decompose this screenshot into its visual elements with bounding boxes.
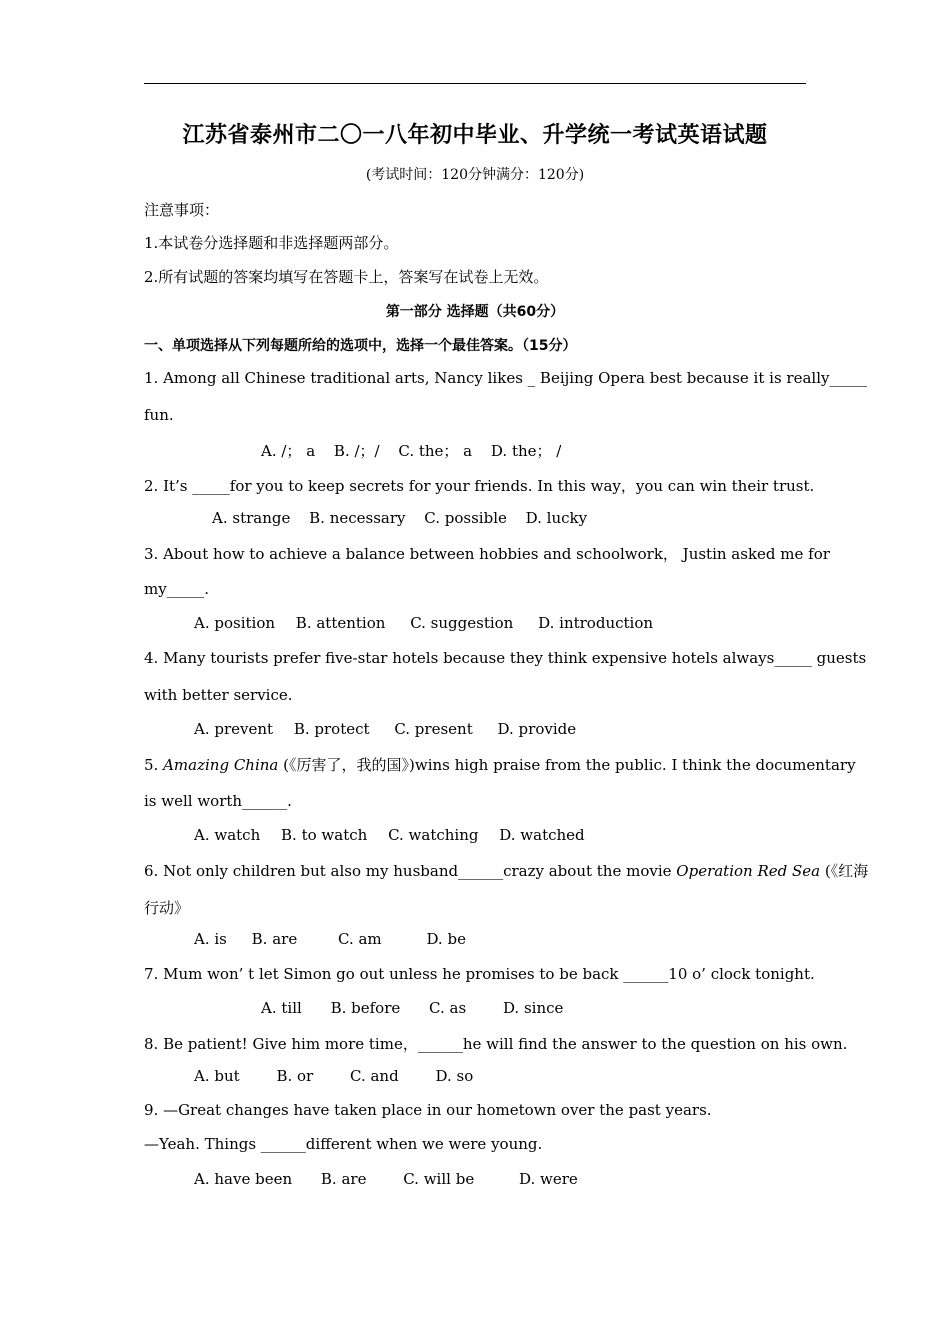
exam-time-info: (考试时间：120分钟满分：120分) (365, 167, 585, 183)
notice-heading: 注意事项： (144, 201, 220, 219)
option-b: B. before (330, 999, 401, 1017)
option-a: A. watch (194, 826, 261, 844)
question-7-stem: 7. Mum won’ t let Simon go out unless he promises to be back ______10 o’ clock tonight. (144, 965, 815, 983)
option-a: A. /； a (261, 442, 316, 460)
question-9-stem-cont: —Yeah. Things ______different when we were young. (144, 1135, 543, 1153)
question-4-stem: 4. Many tourists prefer five-star hotels because they think expensive hotels always_____ guests (144, 649, 867, 667)
option-c: C. will be (403, 1170, 475, 1188)
question-6-options (194, 930, 466, 948)
option-b: B. or (276, 1067, 314, 1085)
question-5-stem-cont: is well worth______. (144, 792, 292, 810)
option-a: A. is (194, 930, 227, 948)
option-c: C. and (350, 1067, 399, 1085)
question-5-number: 5. (144, 756, 159, 774)
question-3-stem-cont: my_____. (144, 580, 209, 598)
question-5-title-italic: Amazing China (163, 756, 279, 774)
question-6-title-italic: Operation Red Sea (676, 862, 821, 880)
option-d: D. watched (499, 826, 585, 844)
option-b: B. /；/ (333, 442, 380, 460)
option-b: B. are (320, 1170, 367, 1188)
question-6-stem-cont: 行动》 (144, 899, 190, 917)
option-c: C. present (394, 720, 473, 738)
option-a: A. prevent (194, 720, 274, 738)
option-c: C. suggestion (410, 614, 514, 632)
question-5-stem-rest: (《厉害了，我的国》)wins high praise from the public. I think the documentary (283, 756, 856, 774)
option-d: D. the； / (490, 442, 562, 460)
question-6-stem-before: 6. Not only children but also my husband______crazy about the movie (144, 862, 672, 880)
option-c: C. the； a (398, 442, 473, 460)
option-d: D. lucky (525, 509, 588, 527)
option-a: A. have been (194, 1170, 293, 1188)
option-d: D. provide (497, 720, 577, 738)
option-d: D. were (518, 1170, 578, 1188)
option-d: D. so (435, 1067, 474, 1085)
option-d: D. since (502, 999, 564, 1017)
option-b: B. protect (293, 720, 370, 738)
option-b: B. attention (295, 614, 386, 632)
part-heading: 第一部分 选择题（共60分） (385, 304, 565, 320)
notice-item-2: 2.所有试题的答案均填写在答题卡上，答案写在试卷上无效。 (144, 268, 549, 286)
question-7-options (261, 999, 563, 1017)
option-b: B. are (251, 930, 298, 948)
option-c: C. as (429, 999, 467, 1017)
question-9-stem: 9. —Great changes have taken place in our hometown over the past years. (144, 1101, 712, 1119)
option-d: D. be (426, 930, 466, 948)
question-3-options (194, 614, 653, 632)
option-b: B. to watch (281, 826, 368, 844)
section-heading: 一、单项选择从下列每题所给的选项中，选择一个最佳答案。（15分） (144, 338, 577, 354)
question-4-options (194, 720, 576, 738)
option-d: D. introduction (538, 614, 654, 632)
question-1-stem: 1. Among all Chinese traditional arts, Nancy likes _ Beijing Opera best because it is really_____ (144, 369, 867, 387)
question-2-stem: 2. It’s _____for you to keep secrets for your friends. In this way，you can win their trust. (144, 477, 815, 495)
question-8-options (194, 1067, 473, 1085)
question-2-options (212, 509, 587, 527)
question-5-options (194, 826, 585, 844)
option-a: A. position (194, 614, 276, 632)
option-c: C. am (338, 930, 382, 948)
option-b: B. necessary (309, 509, 406, 527)
question-6-stem (144, 860, 869, 881)
question-3-stem: 3. About how to achieve a balance between hobbies and schoolwork， Justin asked me for (144, 545, 830, 563)
question-6-stem-after: (《红海 (824, 862, 869, 880)
question-5-stem (144, 754, 856, 775)
question-9-options (194, 1170, 578, 1188)
page-title: 江苏省泰州市二〇一八年初中毕业、升学统一考试英语试题 (182, 123, 768, 148)
option-a: A. till (261, 999, 302, 1017)
option-c: C. possible (424, 509, 507, 527)
option-a: A. but (194, 1067, 240, 1085)
notice-item-1: 1.本试卷分选择题和非选择题两部分。 (144, 234, 399, 252)
question-1-options (261, 440, 561, 461)
header-rule (144, 83, 806, 84)
question-8-stem: 8. Be patient! Give him more time，______he will find the answer to the question on his own. (144, 1035, 848, 1053)
question-4-stem-cont: with better service. (144, 686, 293, 704)
option-c: C. watching (388, 826, 479, 844)
option-a: A. strange (212, 509, 291, 527)
question-1-stem-cont: fun. (144, 406, 174, 424)
